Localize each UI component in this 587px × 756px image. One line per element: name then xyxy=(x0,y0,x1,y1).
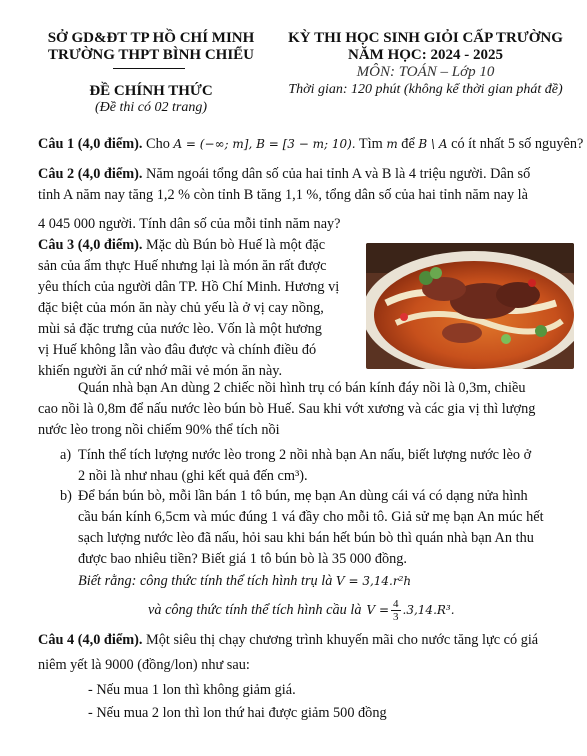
q4-list xyxy=(88,680,583,724)
formula-sphere-text: và công thức tính thể tích hình cầu là xyxy=(148,602,362,618)
q3b-line: được bao nhiêu tiền? Biết giá 1 tô bún bò là 35 000 đồng. xyxy=(78,551,407,567)
q1-set-difference: B \ A xyxy=(418,137,448,151)
q1-variable: m xyxy=(386,137,398,151)
exam-title: KỲ THI HỌC SINH GIỎI CẤP TRƯỜNG xyxy=(288,30,563,46)
q1-text: Tìm xyxy=(358,136,383,152)
department-name: SỞ GD&ĐT TP HỒ CHÍ MINH xyxy=(47,30,255,46)
q1-sets: A = (−∞; m], B = [3 − m; 10). xyxy=(173,137,356,151)
header-left xyxy=(38,30,264,64)
school-year: NĂM HỌC: 2024 - 2025 xyxy=(348,47,503,63)
q3a-line: 2 nồi là như nhau (ghi kết quả đến cm³). xyxy=(78,468,308,484)
q3-line: đặc biệt của món ăn này chủ yếu là ở vị cay nồng, xyxy=(38,300,324,316)
question-2 xyxy=(38,164,583,235)
part-a-marker: a) xyxy=(60,447,72,463)
q1-text: để xyxy=(401,136,415,152)
formula-sphere-lhs: V = xyxy=(366,603,390,617)
official-label: ĐỀ CHÍNH THỨC xyxy=(89,83,213,99)
q3a-line: Tính thể tích lượng nước lèo trong 2 nồi nhà bạn An nấu, biết lượng nước lèo ở xyxy=(78,447,532,463)
q3b-line: Để bán bún bò, mỗi lần bán 1 tô bún, mẹ bạn An dùng cái vá có dạng nửa hình xyxy=(78,488,528,504)
question-3-label: Câu 3 (4,0 điểm). xyxy=(38,237,143,253)
q1-text: có ít nhất 5 số nguyên? xyxy=(451,136,584,152)
part-b-marker: b) xyxy=(60,488,72,504)
q3-line: Mặc dù Bún bò Huế là một đặc xyxy=(146,237,326,253)
q3-line: sản của ẩm thực Huế nhưng lại là món ăn rất được xyxy=(38,258,327,274)
q3-line: Quán nhà bạn An dùng 2 chiếc nồi hình trụ có bán kính đáy nồi là 0,3m, chiều xyxy=(78,380,526,396)
bun-bo-hue-photo xyxy=(366,243,574,369)
q3-line: vị Huế không lẫn vào đâu được và chính điều đó xyxy=(38,342,317,358)
school-name: TRƯỜNG THPT BÌNH CHIỂU xyxy=(47,47,254,63)
formula-sphere-rhs: .3,14.R³. xyxy=(402,603,455,617)
q3-line: khiến người ăn cứ nhớ mãi vẻ món ăn này. xyxy=(38,363,283,379)
question-3-intro xyxy=(38,235,363,382)
q4-line: niêm yết là 9000 (đồng/lon) như sau: xyxy=(38,657,250,673)
q3-line: yêu thích của người dân TP. Hồ Chí Minh. Hương vị xyxy=(38,279,340,295)
header-divider xyxy=(113,68,185,69)
time-note: Thời gian: 120 phút (không kể thời gian phát đề) xyxy=(288,82,563,97)
formula-cylinder-text: Biết rằng: công thức tính thể tích hình trụ là xyxy=(78,573,333,589)
q3-line: cao nồi là 0,8m để nấu nước lèo bún bò Huế. Sau khi vớt xương và các gia vị thì lượng xyxy=(38,401,536,417)
q2-line: tỉnh A năm nay tăng 1,2 % còn tỉnh B tăng 1,1 %, tổng dân số của hai tỉnh năm nay là xyxy=(38,187,528,203)
fraction-denominator: 3 xyxy=(393,611,399,623)
question-3b xyxy=(60,486,580,570)
question-4 xyxy=(38,630,583,676)
formula-cylinder-expr: V = 3,14.r²h xyxy=(335,574,412,588)
subject-label: MÔN: TOÁN – Lớp 10 xyxy=(356,64,495,80)
formula-sphere xyxy=(148,598,455,623)
question-3a xyxy=(60,445,580,487)
question-4-label: Câu 4 (4,0 điểm). xyxy=(38,632,143,648)
fraction-numerator: 4 xyxy=(393,598,399,610)
question-2-label: Câu 2 (4,0 điểm). xyxy=(38,166,143,182)
q4-list-item: - Nếu mua 2 lon thì lon thứ hai được giảm 500 đồng xyxy=(88,705,387,721)
formula-fraction xyxy=(391,598,401,623)
pages-note: (Đề thi có 02 trang) xyxy=(95,100,207,115)
q1-text: Cho xyxy=(146,136,170,152)
question-3-context xyxy=(38,378,583,441)
q3-line: nước lèo trong nồi chiếm 90% thể tích nồi xyxy=(38,422,280,438)
q3b-line: cầu bán kính 6,5cm và múc đúng 1 vá đầy cho mỗi tô. Giả sử mẹ bạn An múc hết xyxy=(78,509,544,525)
q4-list-item: - Nếu mua 1 lon thì không giảm giá. xyxy=(88,682,296,698)
q2-line: Năm ngoái tổng dân số của hai tỉnh A và B là 4 triệu người. Dân số xyxy=(146,166,531,182)
question-1-label: Câu 1 (4,0 điểm). xyxy=(38,136,143,152)
header-right xyxy=(268,30,583,81)
question-1 xyxy=(38,134,583,155)
q2-line: 4 045 000 người. Tính dân số của mỗi tỉnh năm nay? xyxy=(38,216,341,232)
q3b-line: sạch lượng nước lèo đã nấu, hỏi sau khi bán hết bún bò thì quán nhà bạn An thu xyxy=(78,530,534,546)
q3-line: mùi sả đặc trưng của nước lèo. Vốn là một hương xyxy=(38,321,322,337)
q4-line: Một siêu thị chạy chương trình khuyến mãi cho nước tăng lực có giá xyxy=(146,632,539,648)
formula-cylinder xyxy=(78,571,411,592)
